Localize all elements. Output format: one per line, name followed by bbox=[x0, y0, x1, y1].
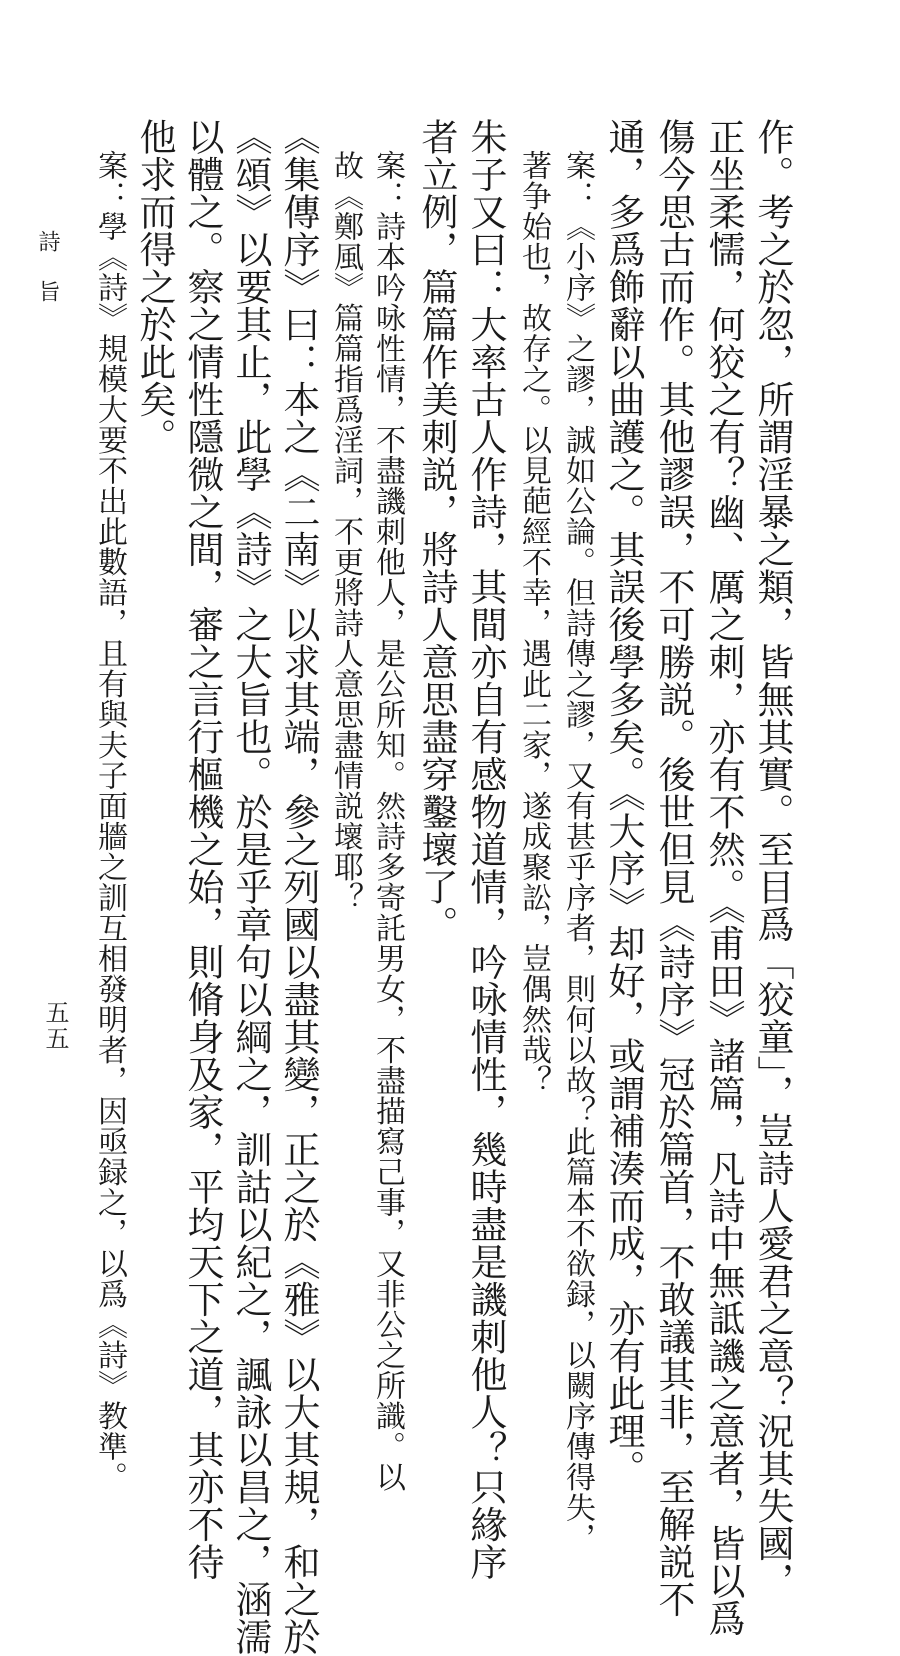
text-column-9: 以體之。察之情性隱微之間，審之言行樞機之始，則脩身及家，平均天下之道，其亦不待 bbox=[181, 118, 224, 1581]
text-column-5: 朱子又曰：大率古人作詩，其間亦自有感物道情，吟咏情性，幾時盡是譏刺他人？只緣序 bbox=[464, 118, 507, 1581]
text-column-2: 正坐柔懦，何狡之有？幽、厲之刺，亦有不然。《甫田》諸篇，凡詩中無詆譏之意者，皆以爲 bbox=[702, 118, 745, 1637]
note-column-1: 案：《小序》之謬，誠如公論。但詩傳之謬，又有甚乎序者，則何以故？此篇本不欲録，以闕序傳得失， bbox=[560, 150, 595, 1553]
text-column-1: 作。考之於忽，所謂淫暴之類，皆無其實。至目爲「狡童」，豈詩人愛君之意？況其失國， bbox=[751, 118, 794, 1600]
note-column-2: 著争始也，故存之。以見葩經不幸，遇此二家，遂成聚訟，豈偶然哉？ bbox=[516, 150, 551, 1096]
text-column-4: 通，多爲飾辭以曲護之。其誤後學多矣。《大序》却好，或謂補湊而成，亦有此理。 bbox=[602, 118, 645, 1487]
text-column-3: 傷今思古而作。其他謬誤，不可勝説。後世但見《詩序》冠於篇首，不敢議其非，至解説不 bbox=[652, 118, 695, 1618]
text-column-6: 者立例，篇篇作美刺説，將詩人意思盡穿鑿壞了。 bbox=[415, 118, 458, 943]
text-column-7: 《集傳序》曰：本之《二南》以求其端，參之列國以盡其變，正之於《雅》以大其規，和之於 bbox=[277, 118, 320, 1656]
text-column-8: 《頌》以要其止，此學《詩》之大旨也。於是乎章句以綱之，訓詁以紀之，諷詠以昌之，涵濡 bbox=[229, 118, 272, 1656]
note-column-4: 故《鄭風》篇篇指爲淫詞，不更將詩人意思盡情説壞耶？ bbox=[328, 150, 363, 913]
note-column-5: 案：學《詩》規模大要不出此數語，且有與夫子面牆之訓互相發明者，因亟録之，以爲《詩》教準。 bbox=[92, 150, 127, 1492]
note-column-3: 案：詩本吟咏性情，不盡譏刺他人，是公所知。然詩多寄託男女，不盡描寫己事，又非公之所識。以 bbox=[370, 150, 405, 1492]
text-column-10: 他求而得之於此矣。 bbox=[133, 118, 176, 456]
page-number: 五五 bbox=[41, 1000, 69, 1052]
running-head-title: 詩旨 bbox=[35, 230, 60, 330]
